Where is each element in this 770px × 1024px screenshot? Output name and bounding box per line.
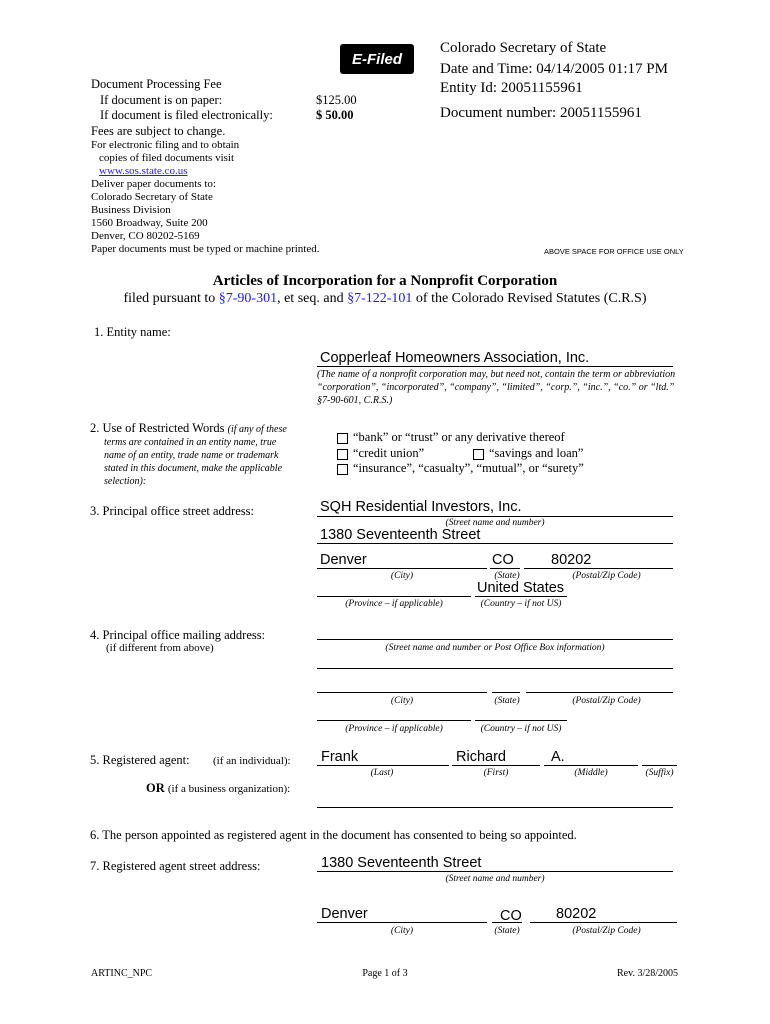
subtitle-mid: , et seq. and	[277, 291, 348, 306]
mailing-street-underline-2[interactable]	[317, 668, 673, 669]
instruction-line-3: Deliver paper documents to:	[91, 178, 216, 190]
restricted-note-4: stated in this document, make the applicable	[104, 463, 283, 474]
principal-country-caption: (Country – if not US)	[480, 599, 562, 609]
statute-link-2[interactable]: §7-122-101	[347, 291, 413, 306]
mailing-zip-underline[interactable]	[526, 692, 673, 693]
option-insurance: “insurance”, “casualty”, “mutual”, or “surety”	[353, 461, 584, 475]
agent-street[interactable]: 1380 Seventeenth Street	[321, 855, 482, 871]
agent-first-underline	[452, 765, 540, 766]
option-bank-trust: “bank” or “trust” or any derivative thereof	[353, 430, 565, 444]
agent-city[interactable]: Denver	[321, 906, 368, 922]
agent-last-caption: (Last)	[370, 768, 394, 778]
agent-middle-underline	[544, 765, 638, 766]
agent-label: 5. Registered agent:	[90, 753, 190, 767]
principal-province-underline	[317, 596, 471, 597]
sos-website-link[interactable]: www.sos.state.co.us	[99, 165, 188, 177]
option-credit-union: “credit union”	[353, 446, 425, 460]
entity-name-underline	[317, 366, 673, 367]
entity-name-field[interactable]: Copperleaf Homeowners Association, Inc.	[320, 350, 590, 366]
principal-country-underline	[475, 596, 567, 597]
agent-business-label: (if a business organization):	[167, 783, 291, 795]
instruction-line-4: Colorado Secretary of State	[91, 191, 213, 203]
entity-name-label: 1. Entity name:	[94, 325, 171, 339]
checkbox-bank-trust[interactable]	[337, 433, 348, 444]
principal-street-line1[interactable]: SQH Residential Investors, Inc.	[320, 499, 522, 515]
office-use-note: ABOVE SPACE FOR OFFICE USE ONLY	[544, 247, 684, 256]
mailing-country-underline[interactable]	[475, 720, 567, 721]
mailing-zip-caption: (Postal/Zip Code)	[572, 696, 641, 706]
principal-street-underline-1	[317, 516, 673, 517]
mailing-state-underline[interactable]	[492, 692, 520, 693]
instruction-line-2: copies of filed documents visit	[99, 152, 235, 164]
fee-title: Document Processing Fee	[91, 77, 222, 91]
office-datetime: Date and Time: 04/14/2005 01:17 PM	[440, 61, 668, 77]
agent-business-underline[interactable]	[317, 807, 673, 808]
mailing-province-caption: (Province – if applicable)	[345, 724, 443, 734]
principal-state-caption: (State)	[494, 571, 520, 581]
restricted-note-1: (if any of these	[227, 424, 287, 435]
option-savings-loan: “savings and loan”	[489, 446, 584, 460]
agent-first-name[interactable]: Richard	[456, 749, 506, 765]
agent-last-name[interactable]: Frank	[321, 749, 359, 765]
instruction-line-6: 1560 Broadway, Suite 200	[91, 217, 208, 229]
mailing-label: 4. Principal office mailing address:	[90, 628, 266, 642]
restricted-note-2: terms are contained in an entity name, true	[104, 437, 277, 448]
checkbox-savings-loan[interactable]	[473, 449, 484, 460]
instruction-line-8: Paper documents must be typed or machine printed.	[91, 243, 320, 255]
entity-note-2: “corporation”, “incorporated”, “company”, “limited”, “corp.”, “inc.”, “co.” or “ltd.”	[317, 382, 675, 393]
agent-or: OR	[146, 781, 165, 795]
entity-note-3: §7-90-601, C.R.S.)	[317, 395, 393, 406]
fee-paper-amount: $125.00	[316, 93, 357, 107]
instruction-line-1: For electronic filing and to obtain	[91, 139, 240, 151]
page-subtitle	[0, 291, 770, 307]
agent-business-row	[146, 781, 290, 797]
principal-city[interactable]: Denver	[320, 552, 367, 568]
office-document-number: Document number: 20051155961	[440, 105, 642, 121]
principal-zip-caption: (Postal/Zip Code)	[572, 571, 641, 581]
agent-individual-label: (if an individual):	[213, 755, 291, 767]
agent-state[interactable]: CO	[500, 908, 522, 924]
agent-state-caption: (State)	[494, 926, 520, 936]
office-agency: Colorado Secretary of State	[440, 40, 607, 56]
consent-statement: 6. The person appointed as registered agent in the document has consented to being so appointed.	[90, 828, 577, 842]
principal-street-underline-2	[317, 543, 673, 544]
page-title: Articles of Incorporation for a Nonprofit Corporation	[212, 273, 558, 289]
mailing-city-underline[interactable]	[317, 692, 487, 693]
agent-middle-name[interactable]: A.	[551, 749, 565, 765]
footer-page-number: Page 1 of 3	[362, 968, 408, 979]
principal-state-underline	[490, 568, 520, 569]
efiled-stamp	[340, 44, 414, 74]
agent-city-caption: (City)	[390, 926, 414, 936]
efiled-label: E-Filed	[351, 50, 402, 68]
agent-last-underline	[317, 765, 449, 766]
agent-street-caption: (Street name and number)	[445, 874, 545, 884]
subtitle-suffix: of the Colorado Revised Statutes (C.R.S)	[412, 291, 647, 306]
office-entity-id: Entity Id: 20051155961	[440, 80, 583, 96]
footer-revision: Rev. 3/28/2005	[617, 968, 679, 979]
principal-state[interactable]: CO	[492, 552, 514, 568]
checkbox-insurance[interactable]	[337, 464, 348, 475]
principal-province-caption: (Province – if applicable)	[345, 599, 443, 609]
fee-change-note: Fees are subject to change.	[91, 124, 226, 138]
footer-form-id: ARTINC_NPC	[91, 968, 153, 979]
subtitle-prefix: filed pursuant to	[123, 291, 219, 306]
entity-note-1: (The name of a nonprofit corporation may, but need not, contain the term or abbreviation	[317, 369, 676, 380]
instruction-line-5: Business Division	[91, 204, 171, 216]
principal-zip[interactable]: 80202	[551, 552, 592, 568]
agent-zip-underline	[530, 922, 677, 923]
fee-paper-label: If document is on paper:	[100, 93, 223, 107]
mailing-province-underline[interactable]	[317, 720, 471, 721]
restricted-note-3: name of an entity, trade name or trademark	[104, 450, 279, 461]
agent-city-underline	[317, 922, 487, 923]
agent-first-caption: (First)	[483, 768, 509, 778]
mailing-country-caption: (Country – if not US)	[480, 724, 562, 734]
fee-electronic-label: If document is filed electronically:	[100, 108, 273, 122]
fee-electronic-amount: $ 50.00	[316, 108, 354, 122]
principal-street-line2[interactable]: 1380 Seventeenth Street	[320, 527, 481, 543]
restricted-note-5: selection):	[104, 476, 147, 487]
agent-street-underline	[317, 871, 673, 872]
restricted-label	[90, 421, 287, 436]
mailing-state-caption: (State)	[494, 696, 520, 706]
agent-state-underline	[492, 922, 522, 923]
agent-zip[interactable]: 80202	[556, 906, 597, 922]
mailing-sublabel: (if different from above)	[106, 642, 214, 654]
principal-street-label: 3. Principal office street address:	[90, 504, 254, 518]
statute-link-1[interactable]: §7-90-301	[218, 291, 278, 306]
agent-street-label: 7. Registered agent street address:	[90, 859, 261, 873]
agent-suffix-caption: (Suffix)	[645, 768, 674, 778]
agent-zip-caption: (Postal/Zip Code)	[572, 926, 641, 936]
mailing-city-caption: (City)	[390, 696, 414, 706]
instruction-line-7: Denver, CO 80202-5169	[91, 230, 200, 242]
principal-city-caption: (City)	[390, 571, 414, 581]
agent-suffix-underline[interactable]	[642, 765, 677, 766]
restricted-label-text: 2. Use of Restricted Words	[90, 421, 225, 435]
principal-street-caption: (Street name and number)	[445, 518, 545, 528]
agent-middle-caption: (Middle)	[574, 768, 608, 778]
mailing-street-underline-1[interactable]	[317, 639, 673, 640]
mailing-street-caption: (Street name and number or Post Office Box information)	[385, 643, 605, 653]
principal-country[interactable]: United States	[477, 580, 565, 596]
principal-city-underline	[317, 568, 487, 569]
checkbox-credit-union[interactable]	[337, 449, 348, 460]
principal-zip-underline	[524, 568, 673, 569]
